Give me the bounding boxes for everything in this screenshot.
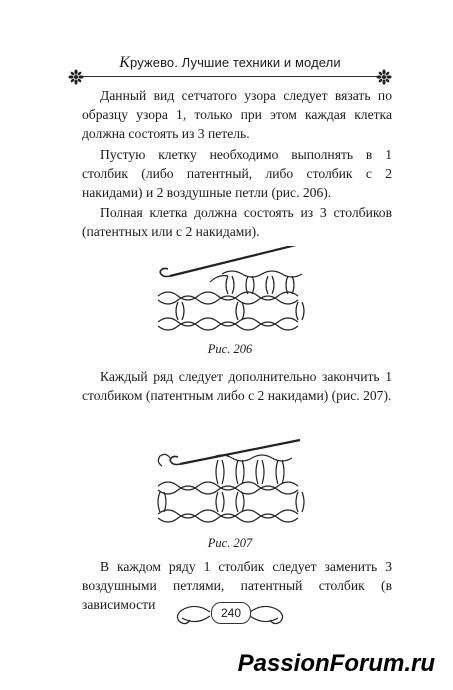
paragraph-4-text: Каждый ряд следует дополнительно закончить 1 столбиком (патентным либо с 2 накидами) (рис. 207). <box>82 369 392 403</box>
figure-207-caption: Рис. 207 <box>207 536 253 550</box>
paragraph-2 <box>82 145 392 202</box>
header-title-rest: ружево. Лучшие техники и модели <box>130 55 341 70</box>
swirl-ornament-icon <box>158 454 170 466</box>
figure-206-caption: Рис. 206 <box>207 342 253 356</box>
header-initial: К <box>119 54 131 71</box>
page-number: 240 <box>211 602 251 624</box>
paragraph-1 <box>82 86 392 143</box>
crochet-diagram-207 <box>150 432 310 532</box>
crochet-diagram-206 <box>150 246 310 338</box>
paragraph-3 <box>82 203 392 241</box>
watermark: PassionForum.ru <box>237 650 435 677</box>
running-header <box>80 52 380 82</box>
paragraph-5-text: В каждом ряду 1 столбик следует заменить 3 воздушными петлями, патентный столбик (в зависимости <box>82 559 392 612</box>
paragraph-1-text: Данный вид сетчатого узора следует вязать по образцу узора 1, только при этом каждая клетка должна состоять из 3 петель. <box>82 88 392 141</box>
page-footer <box>170 594 290 638</box>
paragraph-2-text: Пустую клетку необходимо выполнять в 1 столбик (либо патентный, либо столбик с 2 накидами) и 2 воздушные петли (рис. 206). <box>82 147 392 200</box>
figure-206 <box>150 246 310 358</box>
header-rule <box>80 76 380 77</box>
flower-ornament-icon <box>68 69 84 85</box>
flower-ornament-icon <box>376 69 392 85</box>
figure-207 <box>150 432 310 552</box>
header-title <box>80 54 380 72</box>
paragraph-4 <box>82 367 392 405</box>
paragraph-3-text: Полная клетка должна состоять из 3 столбиков (патентных или с 2 накидами). <box>82 205 392 239</box>
